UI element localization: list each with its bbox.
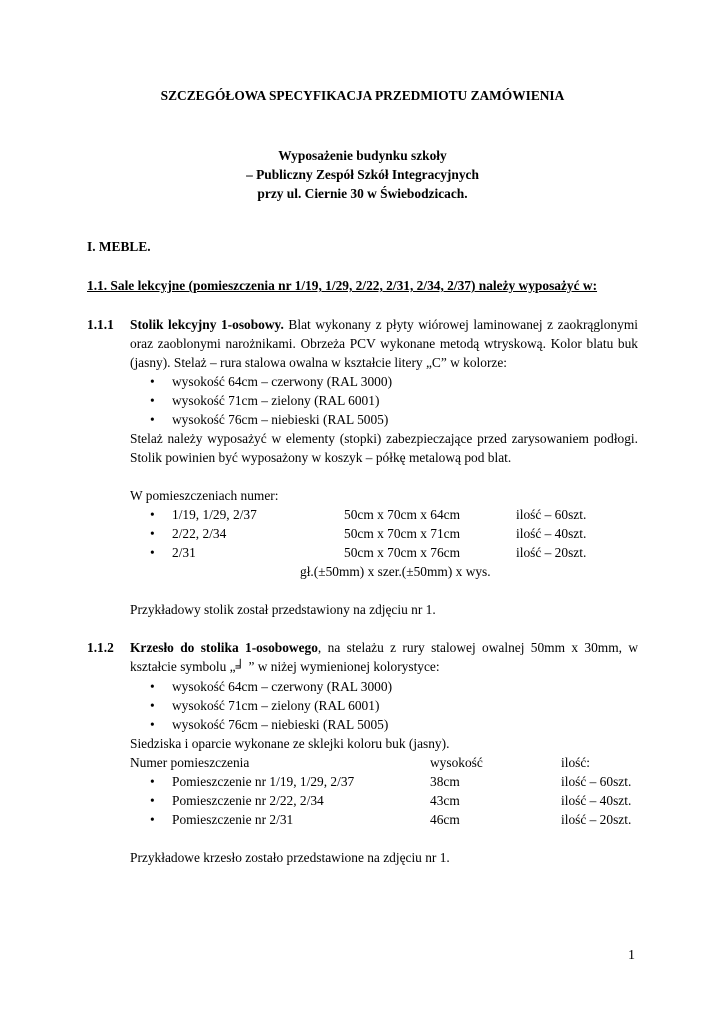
item1-line-2: oraz zaoblonymi narożnikami. Obrzeża PCV wykonane metodą wtryskową. Kolor blatu buk bbox=[130, 336, 638, 351]
item1-room-1-qty: ilość – 60szt. bbox=[516, 507, 587, 522]
item2-line-2 bbox=[130, 658, 440, 676]
subtitle-line-2: – Publiczny Zespół Szkół Integracyjnych bbox=[246, 167, 479, 182]
item1-name: Stolik lekcyjny 1-osobowy. bbox=[130, 317, 284, 332]
item2-row-2-height: 43cm bbox=[430, 793, 460, 808]
item2-name: Krzesło do stolika 1-osobowego bbox=[130, 640, 318, 655]
item1-line-1 bbox=[130, 316, 638, 334]
item2-row-1-qty: ilość – 60szt. bbox=[561, 774, 632, 789]
item1-room-3: • 2/31 bbox=[172, 544, 196, 562]
document-title: SZCZEGÓŁOWA SPECYFIKACJA PRZEDMIOTU ZAMÓWIENIA bbox=[160, 88, 565, 103]
item1-room-1: • 1/19, 1/29, 2/37 bbox=[172, 506, 257, 524]
item-number-2: 1.1.2 bbox=[87, 640, 114, 655]
item2-row-3-height: 46cm bbox=[430, 812, 460, 827]
item1-room-3-dims: 50cm x 70cm x 76cm bbox=[344, 545, 461, 560]
subtitle-line-1: Wyposażenie budynku szkoły bbox=[278, 148, 447, 163]
item1-color-3: • wysokość 76cm – niebieski (RAL 5005) bbox=[172, 411, 388, 429]
item2-color-3: • wysokość 76cm – niebieski (RAL 5005) bbox=[172, 716, 388, 734]
chair-shape-symbol: ╛ bbox=[235, 659, 246, 674]
page-number: 1 bbox=[628, 948, 635, 963]
subtitle-line-3: przy ul. Ciernie 30 w Świebodzicach. bbox=[257, 186, 468, 201]
item2-line2-b: ” w niżej wymienionej kolorystyce: bbox=[245, 659, 440, 674]
item2-color-1: • wysokość 64cm – czerwony (RAL 3000) bbox=[172, 678, 392, 696]
item2-line-1 bbox=[130, 639, 638, 657]
item2-row-2-room: • Pomieszczenie nr 2/22, 2/34 bbox=[172, 792, 324, 810]
item1-room-1-dims: 50cm x 70cm x 64cm bbox=[344, 507, 461, 522]
item1-rooms-label: W pomieszczeniach numer: bbox=[130, 488, 279, 503]
item2-line2-a: kształcie symbolu „ bbox=[130, 659, 236, 674]
item1-room-3-qty: ilość – 20szt. bbox=[516, 545, 587, 560]
item2-row-2-qty: ilość – 40szt. bbox=[561, 793, 632, 808]
item1-line1-rest: Blat wykonany z płyty wiórowej laminowanej z zaokrąglonymi bbox=[283, 317, 638, 332]
item1-line-3: (jasny). Stelaż – rura stalowa owalna w kształcie litery „C” w kolorze: bbox=[130, 355, 508, 370]
item1-photo-note: Przykładowy stolik został przedstawiony na zdjęciu nr 1. bbox=[130, 602, 436, 617]
item2-header-qty: ilość: bbox=[561, 755, 591, 770]
item2-line1-rest: , na stelażu z rury stalowej owalnej 50mm x 30mm, w bbox=[317, 640, 638, 655]
section-heading: I. MEBLE. bbox=[87, 239, 151, 254]
item2-row-3-room: • Pomieszczenie nr 2/31 bbox=[172, 811, 293, 829]
item1-room-2-dims: 50cm x 70cm x 71cm bbox=[344, 526, 461, 541]
item1-after-1: Stelaż należy wyposażyć w elementy (stopki) zabezpieczające przed zarysowaniem podłogi. bbox=[130, 431, 638, 446]
item1-color-1: • wysokość 64cm – czerwony (RAL 3000) bbox=[172, 373, 392, 391]
item1-color-2: • wysokość 71cm – zielony (RAL 6001) bbox=[172, 392, 379, 410]
item1-after-2: Stolik powinien być wyposażony w koszyk – półkę metalową pod blat. bbox=[130, 450, 512, 465]
item2-row-3-qty: ilość – 20szt. bbox=[561, 812, 632, 827]
item-number-1: 1.1.1 bbox=[87, 317, 114, 332]
item2-seat-note: Siedziska i oparcie wykonane ze sklejki koloru buk (jasny). bbox=[130, 736, 450, 751]
item2-photo-note: Przykładowe krzesło zostało przedstawione na zdjęciu nr 1. bbox=[130, 850, 450, 865]
item1-room-2: • 2/22, 2/34 bbox=[172, 525, 226, 543]
item2-row-1-room: • Pomieszczenie nr 1/19, 1/29, 2/37 bbox=[172, 773, 354, 791]
item2-color-2: • wysokość 71cm – zielony (RAL 6001) bbox=[172, 697, 379, 715]
subsection-heading: 1.1. Sale lekcyjne (pomieszczenia nr 1/19, 1/29, 2/22, 2/31, 2/34, 2/37) należy wyposażyć w: bbox=[87, 278, 598, 293]
item2-header-room: Numer pomieszczenia bbox=[130, 755, 250, 770]
item2-header-height: wysokość bbox=[430, 755, 483, 770]
item2-row-1-height: 38cm bbox=[430, 774, 460, 789]
item1-room-2-qty: ilość – 40szt. bbox=[516, 526, 587, 541]
item1-dims-note: gł.(±50mm) x szer.(±50mm) x wys. bbox=[300, 564, 491, 579]
